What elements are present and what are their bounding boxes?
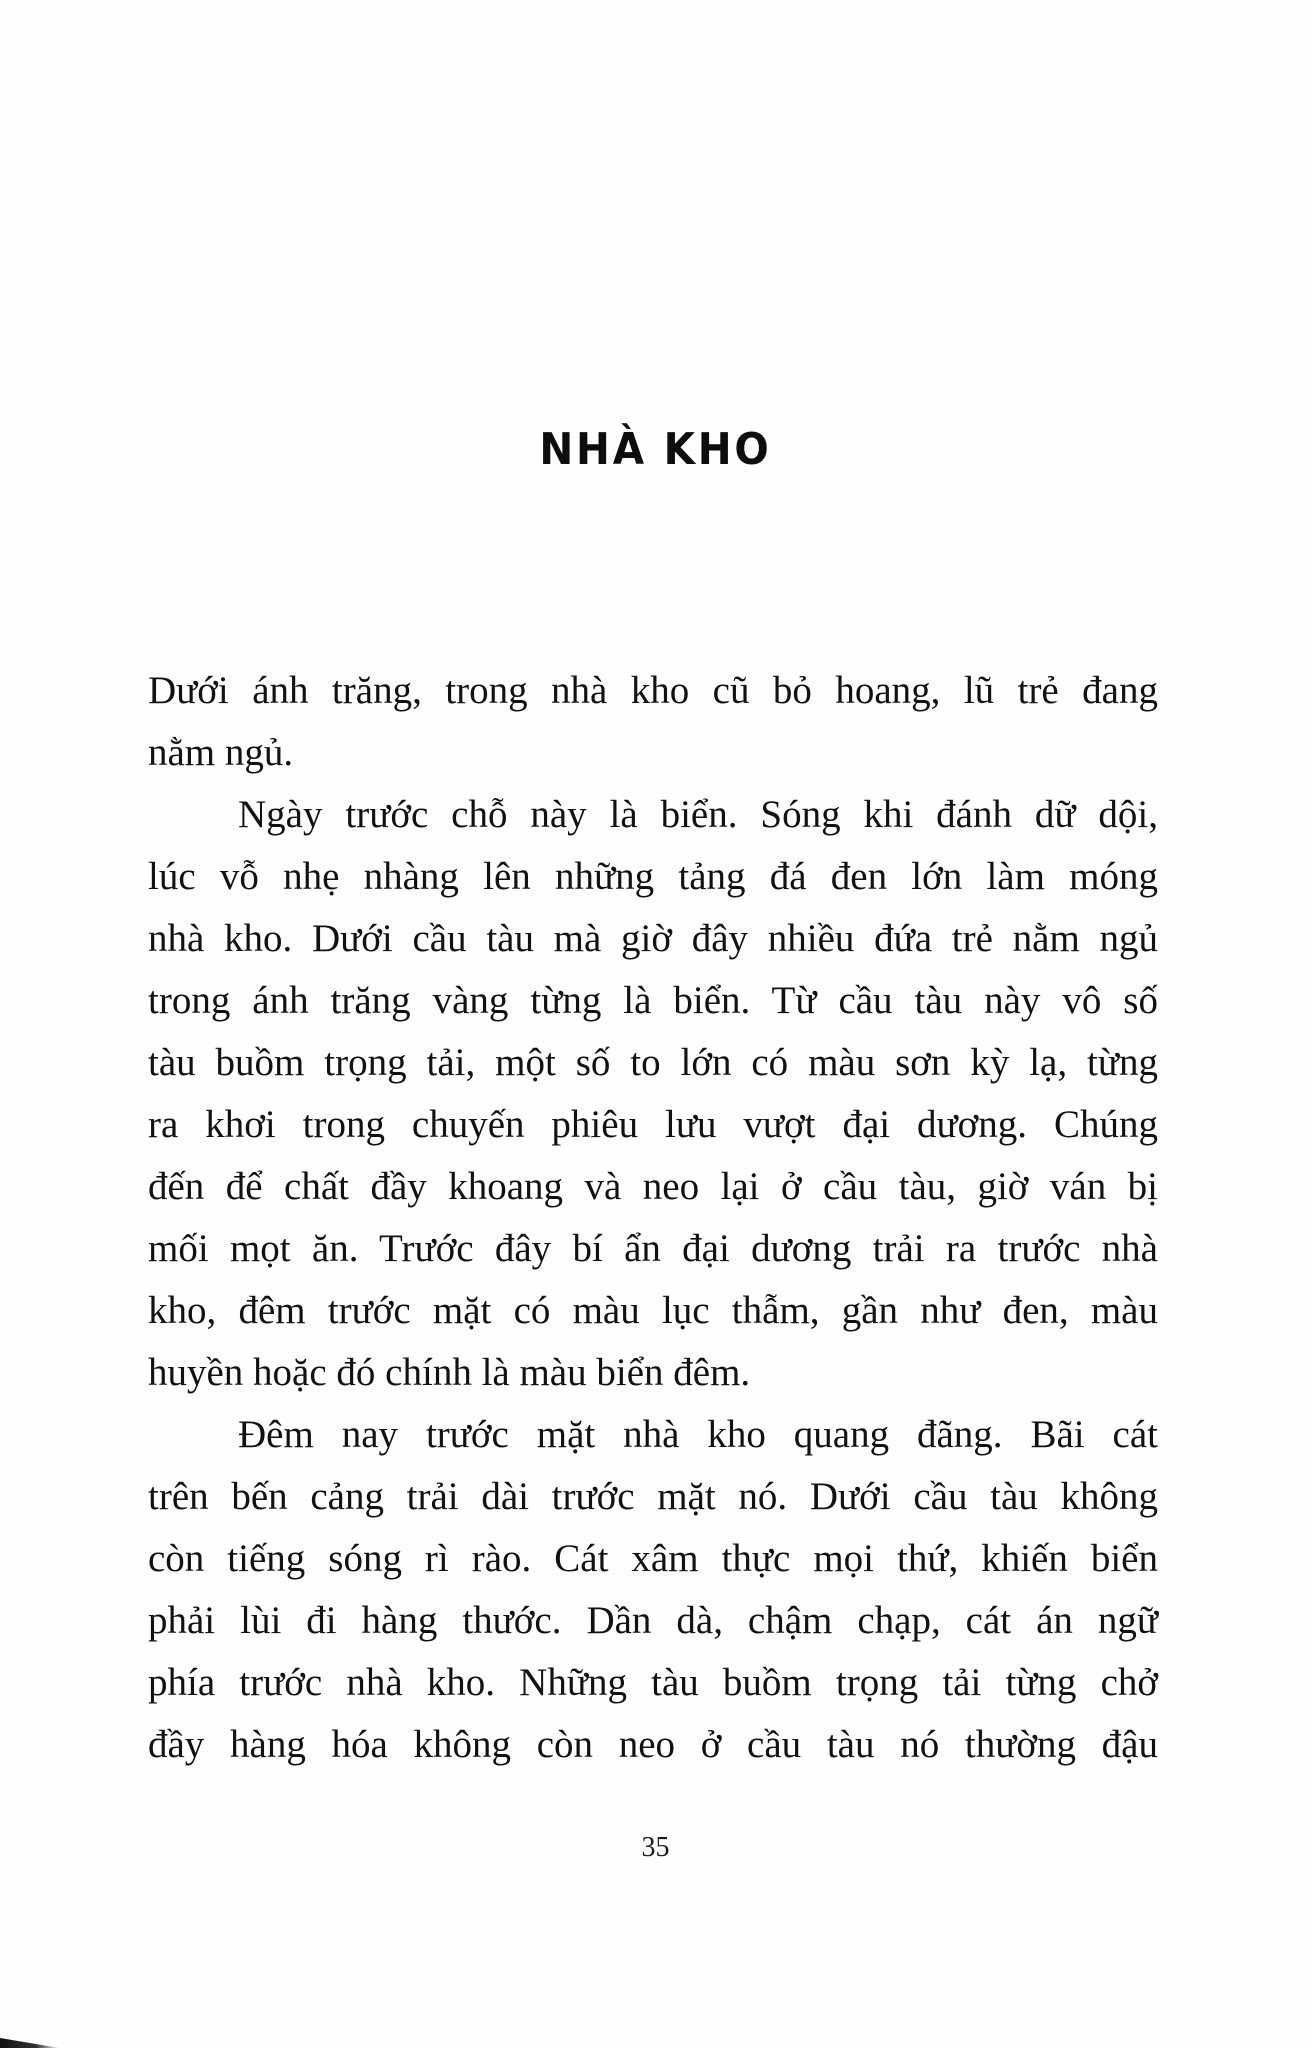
chapter-title: NHÀ KHO <box>539 424 772 476</box>
paragraph-3 <box>148 1404 1158 1776</box>
text-line: trong ánh trăng vàng từng là biển. Từ cầu tàu này vô số <box>148 979 1158 1022</box>
text-line: đến để chất đầy khoang và neo lại ở cầu tàu, giờ ván bị <box>148 1165 1158 1208</box>
text-line: mối mọt ăn. Trước đây bí ẩn đại dương trải ra trước nhà <box>148 1227 1158 1270</box>
text-line: còn tiếng sóng rì rào. Cát xâm thực mọi thứ, khiến biển <box>148 1537 1158 1580</box>
paragraph-2 <box>148 784 1158 1404</box>
chapter-body <box>148 660 1158 1776</box>
text-line: phía trước nhà kho. Những tàu buồm trọng tải từng chở <box>148 1661 1158 1704</box>
text-line: huyền hoặc đó chính là màu biển đêm. <box>148 1351 751 1394</box>
text-line: Dưới ánh trăng, trong nhà kho cũ bỏ hoang, lũ trẻ đang <box>148 669 1158 712</box>
text-line: tàu buồm trọng tải, một số to lớn có màu sơn kỳ lạ, từng <box>148 1041 1158 1084</box>
text-line: nằm ngủ. <box>148 731 294 774</box>
text-line: đầy hàng hóa không còn neo ở cầu tàu nó thường đậu <box>148 1723 1158 1766</box>
paragraph-1 <box>148 660 1158 784</box>
page-number: 35 <box>641 1832 670 1863</box>
text-line: kho, đêm trước mặt có màu lục thẫm, gần như đen, màu <box>148 1289 1158 1332</box>
scan-edge-shadow <box>0 2038 60 2048</box>
text-line: Đêm nay trước mặt nhà kho quang đãng. Bãi cát <box>238 1413 1158 1456</box>
text-line: lúc vỗ nhẹ nhàng lên những tảng đá đen lớn làm móng <box>148 855 1158 898</box>
text-line: trên bến cảng trải dài trước mặt nó. Dưới cầu tàu không <box>148 1475 1158 1518</box>
text-line: phải lùi đi hàng thước. Dần dà, chậm chạp, cát án ngữ <box>148 1599 1158 1642</box>
text-line: nhà kho. Dưới cầu tàu mà giờ đây nhiều đứa trẻ nằm ngủ <box>148 917 1158 960</box>
text-line: ra khơi trong chuyến phiêu lưu vượt đại dương. Chúng <box>148 1103 1158 1146</box>
text-line: Ngày trước chỗ này là biển. Sóng khi đánh dữ dội, <box>238 793 1158 836</box>
